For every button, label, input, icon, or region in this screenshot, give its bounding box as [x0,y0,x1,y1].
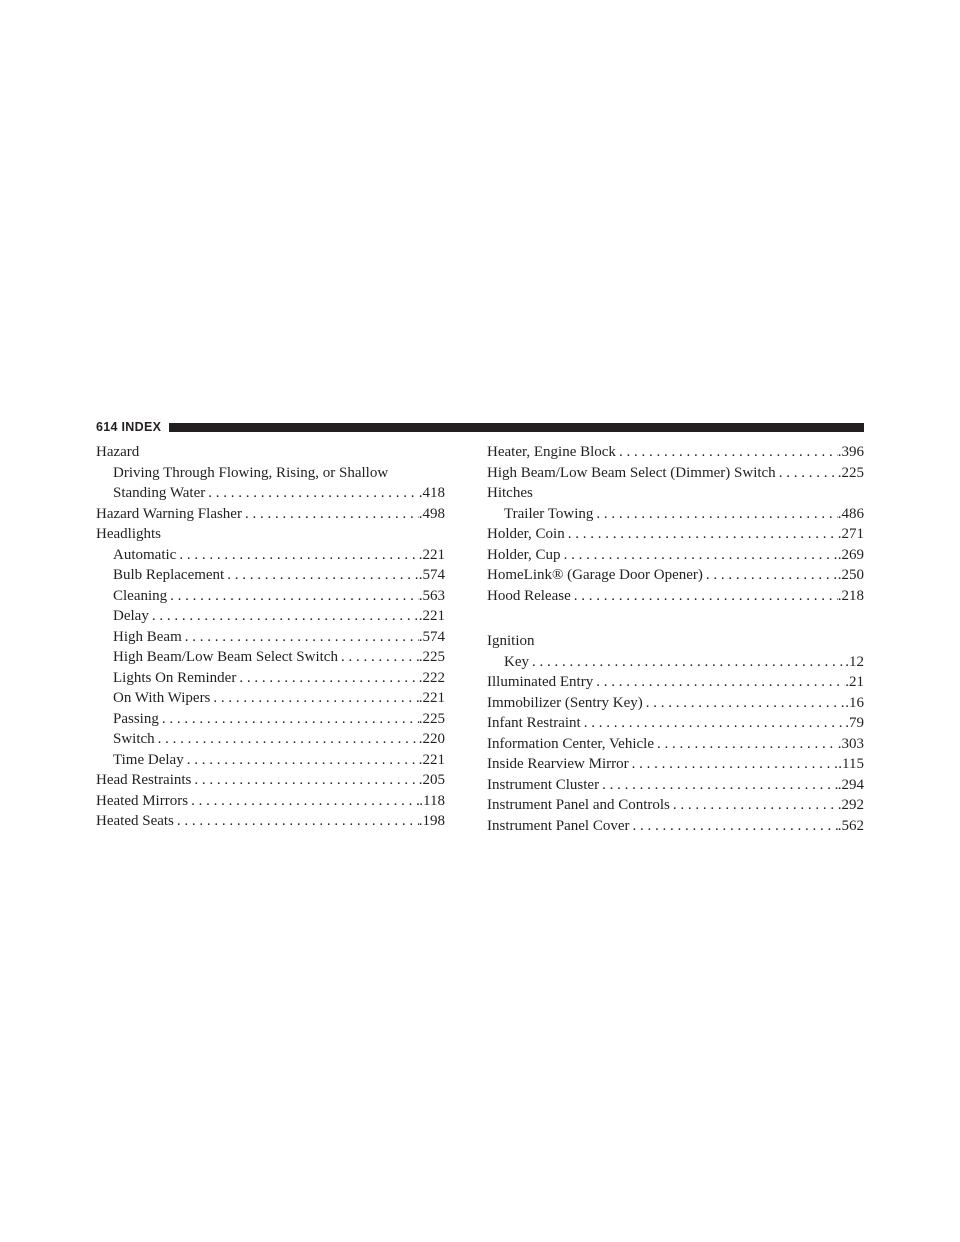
index-entry-label: Inside Rearview Mirror [487,756,629,772]
index-entry-page: .16 [845,694,864,711]
dot-leader [632,754,839,775]
index-entry-label: Holder, Cup [487,546,561,563]
dot-leader [619,442,838,463]
index-entry-page: .225 [418,710,445,727]
index-entry-page: .574 [418,567,445,583]
index-entry [487,586,864,607]
index-entry-label: Infant Restraint [487,715,581,731]
dot-leader [208,483,419,504]
index-entry-page: .574 [418,628,445,645]
dot-leader [185,627,419,648]
index-entry [96,524,445,545]
index-entry-label: Passing [113,710,159,727]
dot-leader [227,565,419,586]
dot-leader [584,713,846,734]
index-entry-label: Hood Release [487,587,571,604]
dot-leader [657,734,838,755]
index-entry-label: Bulb Replacement [113,567,225,583]
index-entry [96,565,445,586]
dot-leader [779,463,838,484]
index-entry-page: .198 [418,813,445,829]
index-entry [487,816,864,837]
index-entry [487,463,864,484]
index-entry [487,693,864,714]
index-entry-page: .12 [845,653,864,670]
index-entry [487,672,864,693]
index-entry-page: .271 [837,526,864,542]
index-entry-page: .396 [837,444,864,460]
index-entry-page: .250 [837,567,864,583]
index-entry-page: .222 [418,669,445,686]
index-entry [487,754,864,775]
index-entry [487,713,864,734]
dot-leader [187,750,419,771]
index-entry-label: Heated Mirrors [96,792,189,809]
index-entry [96,750,445,771]
dot-leader [213,688,418,709]
dot-leader [646,693,845,714]
index-entry-page: .221 [418,546,445,563]
index-entry-page: .303 [837,735,864,752]
index-column-right [487,442,864,836]
index-entry-page: .292 [837,797,864,813]
index-entry-label: Heated Seats [96,813,174,829]
index-entry [96,504,445,525]
index-entry [487,652,864,673]
index-entry-label: Automatic [113,546,177,563]
index-entry [487,524,864,545]
index-entry-page: .221 [418,608,445,624]
index-entry [96,709,445,730]
index-entry-label: Cleaning [113,587,168,604]
index-entry [96,811,445,832]
index-entry [487,565,864,586]
index-entry-label: High Beam/Low Beam Select Switch [113,649,338,665]
index-entry-label: Immobilizer (Sentry Key) [487,694,643,711]
dot-leader [162,709,419,730]
dot-leader [602,775,838,796]
dot-leader [177,811,419,832]
index-entry-page: .118 [419,792,445,809]
index-column-left [96,442,445,832]
dot-leader [158,729,419,750]
index-entry-page: .418 [418,485,445,501]
index-entry [96,442,445,463]
dot-leader [564,545,838,566]
index-entry [96,586,445,607]
dot-leader [239,668,418,689]
index-entry-label: Instrument Cluster [487,776,600,793]
dot-leader [568,524,838,545]
index-entry [96,483,445,504]
dot-leader [706,565,838,586]
index-entry-page: .79 [845,715,864,731]
dot-leader [179,545,418,566]
index-entry-page: .486 [837,505,864,522]
index-entry-label: Switch [113,731,155,747]
index-entry-label: On With Wipers [113,690,211,706]
index-entry [96,668,445,689]
index-entry [487,442,864,463]
index-entry-label: Ignition [487,633,535,649]
index-entry-label: Headlights [96,526,161,542]
index-entry-page: .563 [418,587,445,604]
index-entry-label: Key [504,653,529,670]
index-entry-page: .220 [418,731,445,747]
index-entry [96,729,445,750]
index-entry-page: .21 [845,674,864,690]
index-entry [487,734,864,755]
dot-leader [632,816,837,837]
dot-leader [191,791,419,812]
index-entry-page: .269 [837,546,864,563]
index-entry-page: .218 [837,587,864,604]
index-entry-label: Illuminated Entry [487,674,594,690]
dot-leader [245,504,419,525]
dot-leader [596,504,837,525]
index-entry-label: Information Center, Vehicle [487,735,654,752]
index-entry-page: .221 [418,751,445,768]
index-entry-label: Instrument Panel Cover [487,817,630,834]
index-entry [96,627,445,648]
index-entry-label: High Beam/Low Beam Select (Dimmer) Switch [487,464,776,481]
index-entry [96,791,445,812]
index-entry-label: Time Delay [113,751,184,768]
index-entry-label: HomeLink® (Garage Door Opener) [487,567,703,583]
dot-leader [574,586,838,607]
index-entry [96,463,445,484]
index-entry-label: Driving Through Flowing, Rising, or Shallow [113,464,389,481]
index-entry [96,770,445,791]
index-entry-label: Hazard [96,444,140,460]
index-entry-label: Hazard Warning Flasher [96,505,242,522]
index-entry [487,795,864,816]
index-entry-label: Hitches [487,485,533,501]
index-entry [487,483,864,504]
index-entry [487,545,864,566]
index-entry-label: Holder, Coin [487,526,565,542]
index-entry-page: .225 [418,649,445,665]
dot-leader [170,586,419,607]
dot-leader [596,672,845,693]
index-entry-page: .221 [418,690,445,706]
index-entry [487,504,864,525]
index-entry [96,647,445,668]
index-entry [96,545,445,566]
dot-leader [194,770,418,791]
index-entry-label: High Beam [113,628,182,645]
index-entry [96,606,445,627]
index-entry-label: Lights On Reminder [113,669,237,686]
dot-leader [673,795,838,816]
dot-leader [341,647,419,668]
dot-leader [532,652,845,673]
index-entry [487,775,864,796]
index-entry-label: Standing Water [113,485,206,501]
index-entry [96,688,445,709]
index-entry-page: .205 [418,772,445,788]
dot-leader [152,606,419,627]
page-number-and-section: 614 INDEX [96,420,162,434]
index-entry-page: .115 [838,756,864,772]
header-rule [169,423,864,432]
index-entry [487,631,864,652]
index-entry-label: Head Restraints [96,772,192,788]
index-spacer [487,606,864,631]
index-entry-page: .225 [837,464,864,481]
index-entry-page: .498 [418,505,445,522]
index-entry-label: Heater, Engine Block [487,444,616,460]
index-entry-label: Trailer Towing [504,505,594,522]
page-header [96,414,864,440]
index-entry-page: .294 [837,776,864,793]
index-entry-label: Instrument Panel and Controls [487,797,670,813]
index-entry-label: Delay [113,608,149,624]
index-entry-page: .562 [837,817,864,834]
